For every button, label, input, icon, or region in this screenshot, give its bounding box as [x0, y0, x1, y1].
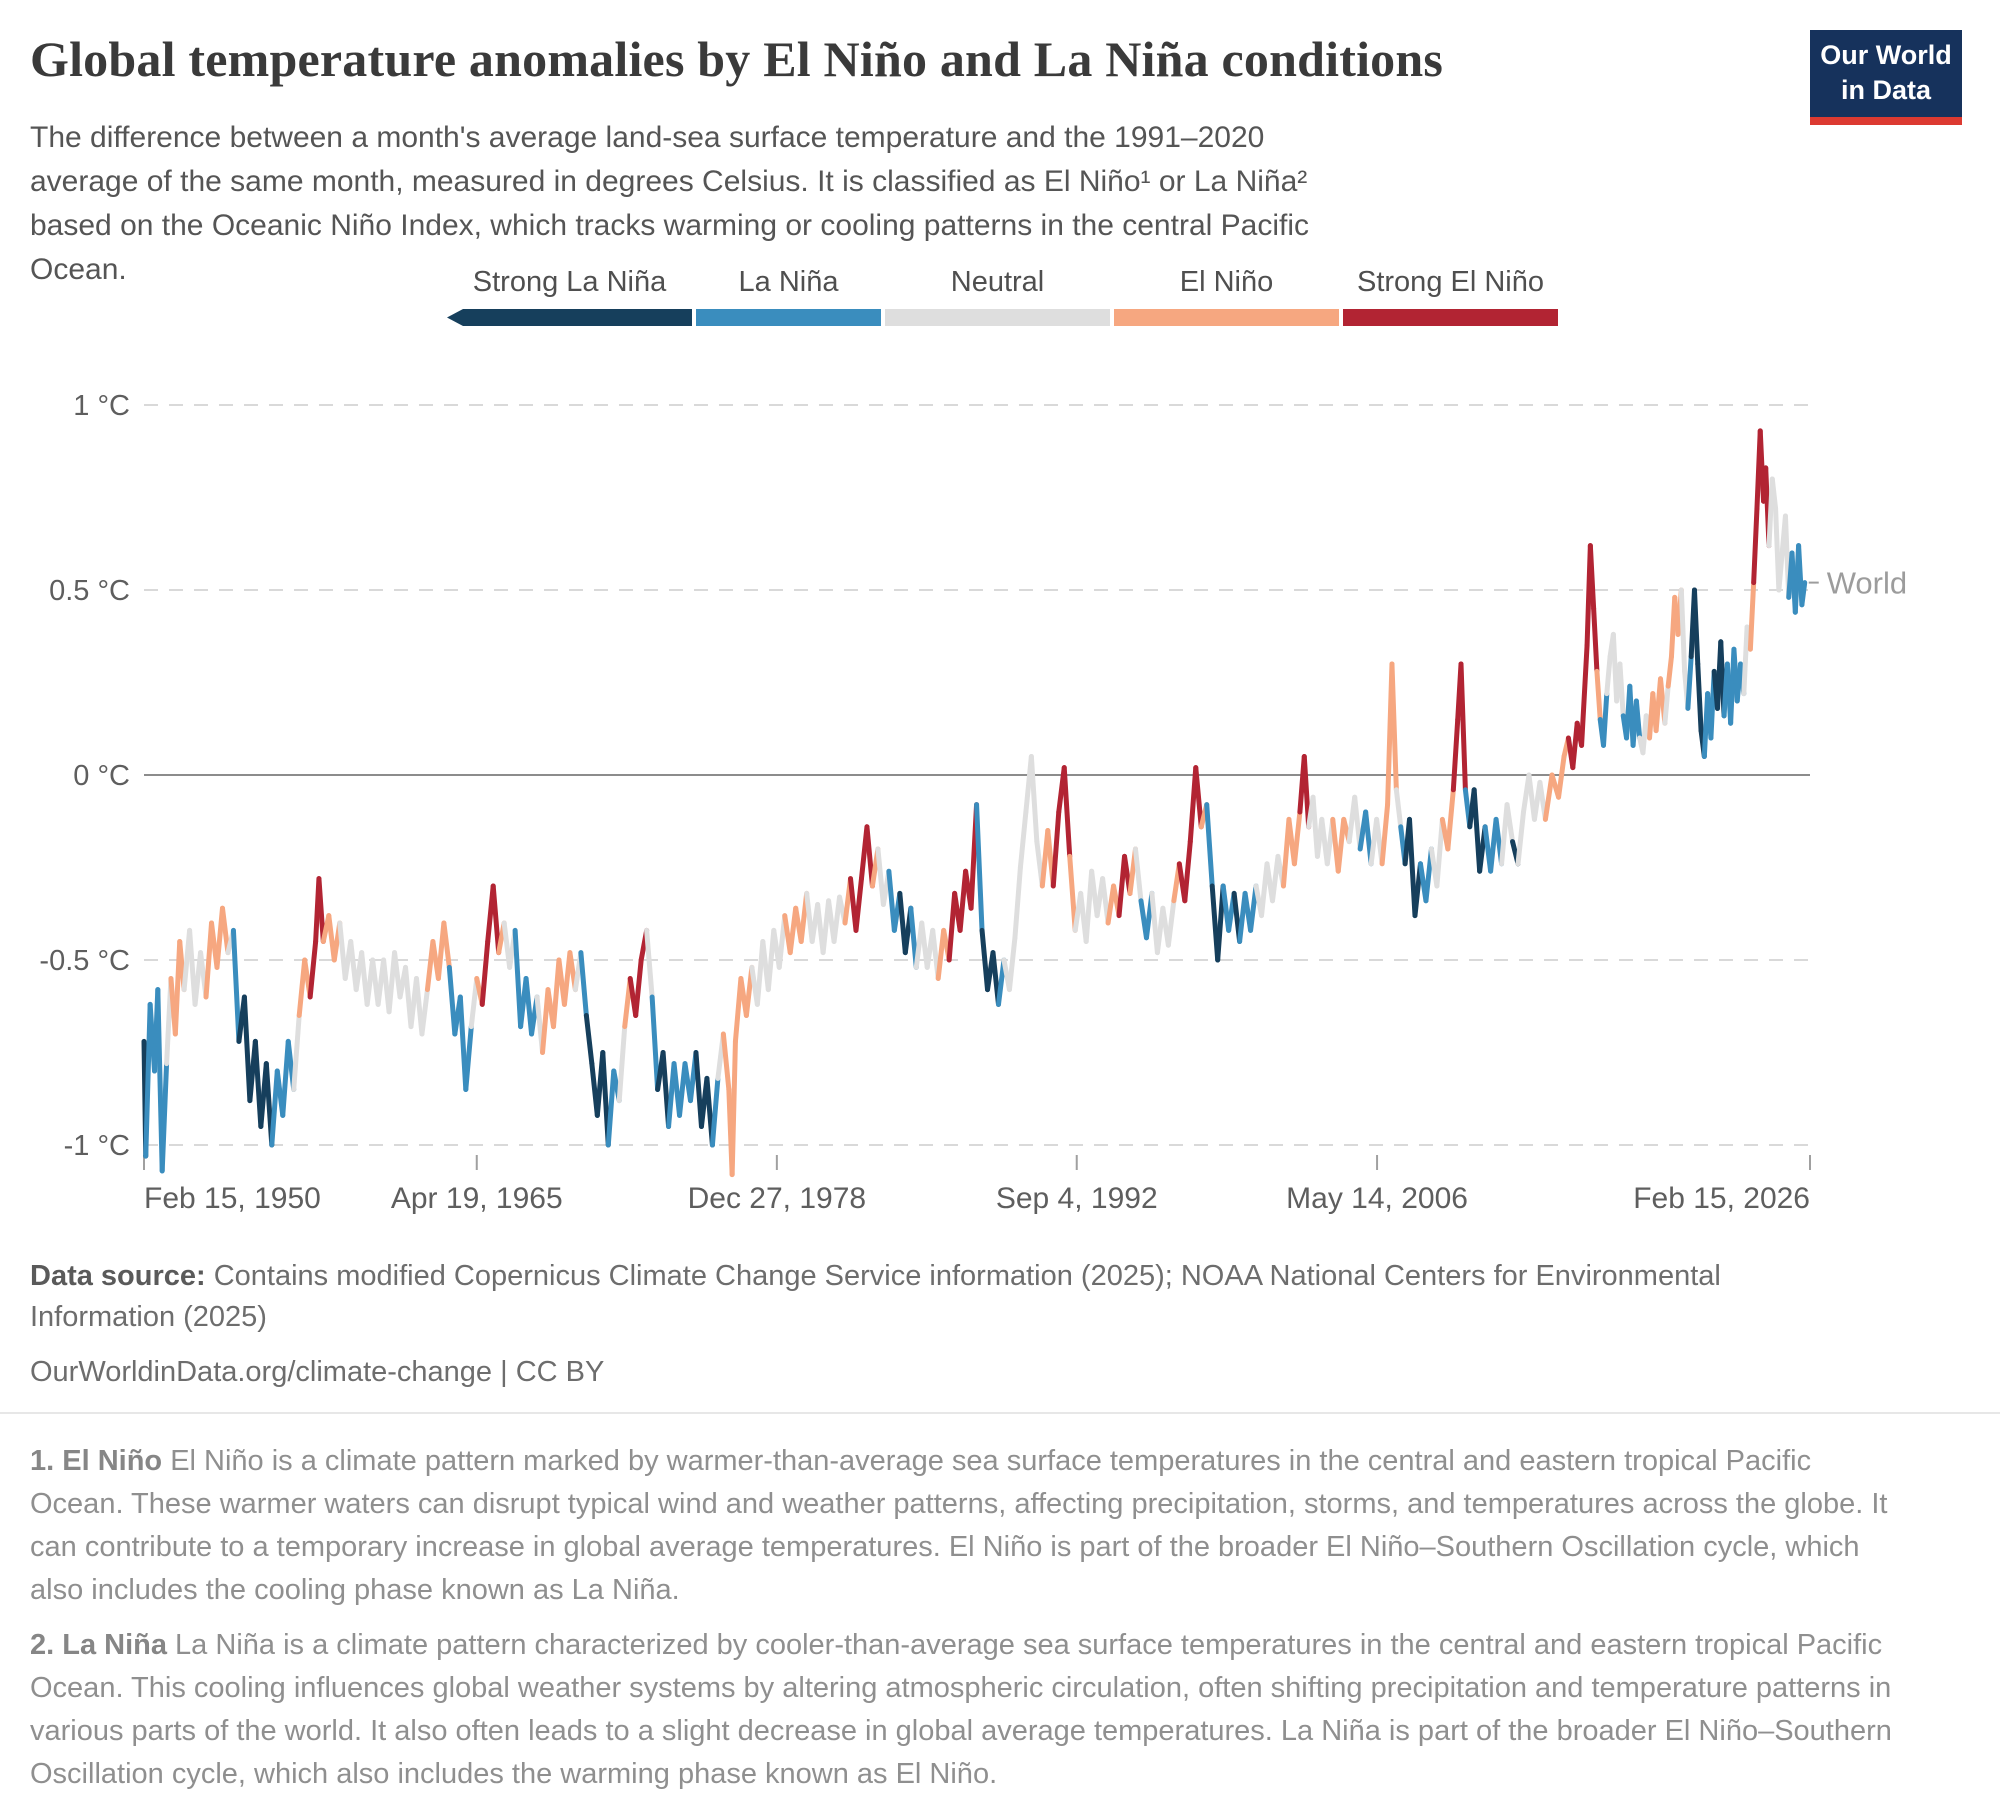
page-title: Global temperature anomalies by El Niño and La Niña conditions — [30, 31, 1444, 87]
series-segment-neutral — [1437, 819, 1442, 886]
x-axis-label: Sep 4, 1992 — [995, 1182, 1158, 1215]
legend-color-bar — [696, 309, 881, 326]
series-segment-el_nino — [723, 1034, 728, 1090]
series-segment-la_nina — [162, 1064, 166, 1171]
series-segment-strong_el_nino — [1594, 609, 1597, 672]
series-segment-strong_el_nino — [636, 960, 641, 1016]
x-axis-label: Apr 19, 1965 — [390, 1182, 563, 1215]
series-segment-la_nina — [1636, 701, 1639, 738]
series-segment-neutral — [1665, 686, 1668, 723]
series-segment-strong_el_nino — [1590, 546, 1593, 609]
series-segment-la_nina — [1802, 583, 1805, 605]
chart-subtitle: The difference between a month's average land-sea surface temperature and the 1991–2020 average of the same month, measured in degrees Celsius. It is classified as El Niño¹ or La Niña² based on the Oceanic Niño Index, which tracks warming or cooling patterns in the central Pacific Ocean. — [30, 121, 1309, 286]
legend-item-strong-la-nina[interactable] — [447, 266, 692, 326]
series-segment-strong_el_nino — [310, 942, 315, 998]
series-segment-la_nina — [1604, 694, 1607, 746]
enso-phase-legend — [447, 266, 1558, 326]
series-segment-neutral — [1396, 790, 1400, 827]
owid-logo-line2: in Data — [1840, 75, 1932, 105]
owid-license-link[interactable]: OurWorldinData.org/climate-change | CC BY — [30, 1356, 605, 1388]
series-segment-strong_la_nina — [1698, 664, 1701, 731]
legend-color-bar — [1343, 309, 1558, 326]
enso-line-chart[interactable] — [0, 360, 2000, 1240]
y-axis-label: -0.5 °C — [39, 945, 130, 977]
footnote-divider — [0, 1412, 2000, 1414]
series-segment-neutral — [1020, 812, 1025, 868]
owid-logo-line1: Our World — [1820, 40, 1952, 70]
legend-label: El Niño — [1179, 266, 1274, 298]
series-segment-strong_el_nino — [482, 942, 487, 1005]
series-segment-la_nina — [652, 997, 657, 1090]
series-segment-strong_el_nino — [1064, 768, 1069, 857]
series-segment-el_nino — [1545, 775, 1552, 819]
series-segment-el_nino — [1750, 583, 1753, 650]
series-segment-la_nina — [581, 953, 586, 1016]
series-segment-neutral — [1015, 868, 1020, 938]
series-segment-neutral — [422, 990, 427, 1034]
legend-color-bar — [1114, 309, 1339, 326]
series-segment-strong_el_nino — [856, 879, 861, 931]
legend-label: Strong La Niña — [472, 266, 667, 298]
series-segment-el_nino — [1294, 812, 1299, 864]
series-segment-neutral — [1168, 901, 1173, 945]
series-segment-neutral — [1009, 938, 1014, 990]
series-segment-el_nino — [1597, 671, 1600, 719]
series-segment-strong_el_nino — [1461, 664, 1465, 790]
series-segment-la_nina — [1688, 657, 1691, 709]
legend-item-la-nina[interactable] — [696, 266, 881, 326]
series-segment-neutral — [1507, 805, 1512, 842]
series-segment-strong_el_nino — [1453, 720, 1457, 790]
series-segment-la_nina — [608, 1071, 613, 1145]
series-segment-neutral — [619, 1027, 624, 1101]
series-segment-la_nina — [466, 1027, 471, 1090]
series-segment-el_nino — [1392, 664, 1396, 790]
series-segment-strong_el_nino — [1196, 768, 1201, 827]
entity-label-world[interactable]: World — [1826, 565, 1908, 601]
footnote-label: 1. El Niño — [30, 1445, 163, 1477]
footnote-el-nino — [30, 1440, 1910, 1612]
series-segment-strong_el_nino — [319, 879, 323, 942]
series-segment-neutral — [1031, 757, 1036, 842]
series-segment-el_nino — [1382, 805, 1387, 864]
legend-item-el-nino[interactable] — [1114, 266, 1339, 326]
series-segment-neutral — [1135, 849, 1140, 901]
x-axis-label: Feb 15, 1950 — [144, 1182, 321, 1215]
series-segment-la_nina — [1207, 805, 1212, 886]
footnote-label: 2. La Niña — [30, 1629, 167, 1661]
series-segment-neutral — [1518, 812, 1523, 864]
series-segment-el_nino — [1559, 757, 1564, 798]
series-segment-strong_el_nino — [1582, 646, 1587, 746]
series-segment-el_nino — [732, 1041, 735, 1174]
series-segment-la_nina — [977, 805, 982, 931]
series-segment-neutral — [1607, 657, 1610, 694]
owid-logo[interactable] — [1810, 30, 1962, 125]
series-segment-la_nina — [233, 930, 238, 1041]
x-axis-label: May 14, 2006 — [1286, 1182, 1468, 1215]
series-segment-strong_la_nina — [1694, 590, 1697, 664]
chart-canvas[interactable] — [0, 360, 2000, 1240]
legend-label: La Niña — [738, 266, 839, 298]
series-segment-neutral — [1620, 664, 1623, 716]
legend-item-strong-el-nino[interactable] — [1343, 266, 1558, 326]
y-axis-label: 1 °C — [73, 390, 130, 422]
footnote-text: El Niño is a climate pattern marked by warmer-than-average sea surface temperatures in the central and eastern tropical Pacific Ocean. These warmer waters can disrupt typical wind and weather patterns, affecting precipitation, storms, and temperatures across the globe. It can contribute to a temporary increase in global average temperatures. El Niño is part of the broader El Niño–Southern Oscillation cycle, which also includes the cooling phase known as La Niña. — [30, 1445, 1888, 1606]
legend-item-neutral[interactable] — [885, 266, 1110, 326]
chart-footer — [30, 1256, 1850, 1393]
legend-color-bar-arrow — [447, 309, 692, 326]
series-segment-strong_el_nino — [1053, 812, 1058, 886]
legend-label: Neutral — [950, 266, 1045, 298]
series-segment-la_nina — [712, 1078, 717, 1145]
legend-color-bar — [885, 309, 1110, 326]
series-segment-strong_la_nina — [586, 1016, 591, 1064]
y-axis-label: 0.5 °C — [49, 575, 130, 607]
x-axis-label: Feb 15, 2026 — [1633, 1182, 1810, 1215]
series-segment-neutral — [647, 930, 652, 997]
series-segment-el_nino — [1448, 790, 1453, 849]
series-segment-neutral — [1772, 479, 1775, 509]
series-segment-neutral — [1681, 590, 1684, 671]
series-segment-neutral — [1779, 553, 1782, 590]
footnote-text: La Niña is a climate pattern characterized by cooler-than-average sea surface temperatures in the central and eastern tropical Pacific Ocean. This cooling influences global weather systems by altering atmospheric circulation, often shifting precipitation and temperature patterns in various parts of the world. It also often leads to a slight decrease in global average temperatures. La Niña is part of the broader El Niño–Southern Oscillation cycle, which also includes the warming phase known as El Niño. — [30, 1629, 1892, 1790]
series-segment-strong_el_nino — [493, 886, 498, 953]
series-segment-strong_el_nino — [1185, 842, 1190, 901]
footnote-la-nina — [30, 1624, 1910, 1796]
data-source-label: Data source: — [30, 1260, 206, 1292]
data-source-text: Contains modified Copernicus Climate Change Service information (2025); NOAA National Centers for Environmental Information (2025) — [30, 1260, 1721, 1333]
y-axis-label: -1 °C — [63, 1130, 130, 1162]
y-axis-label: 0 °C — [73, 760, 130, 792]
x-axis-label: Dec 27, 1978 — [687, 1182, 867, 1215]
series-segment-neutral — [294, 1016, 299, 1090]
series-segment-el_nino — [1338, 819, 1343, 871]
legend-label: Strong El Niño — [1357, 266, 1544, 298]
series-segment-strong_el_nino — [1754, 509, 1757, 583]
series-segment-el_nino — [1668, 657, 1671, 687]
